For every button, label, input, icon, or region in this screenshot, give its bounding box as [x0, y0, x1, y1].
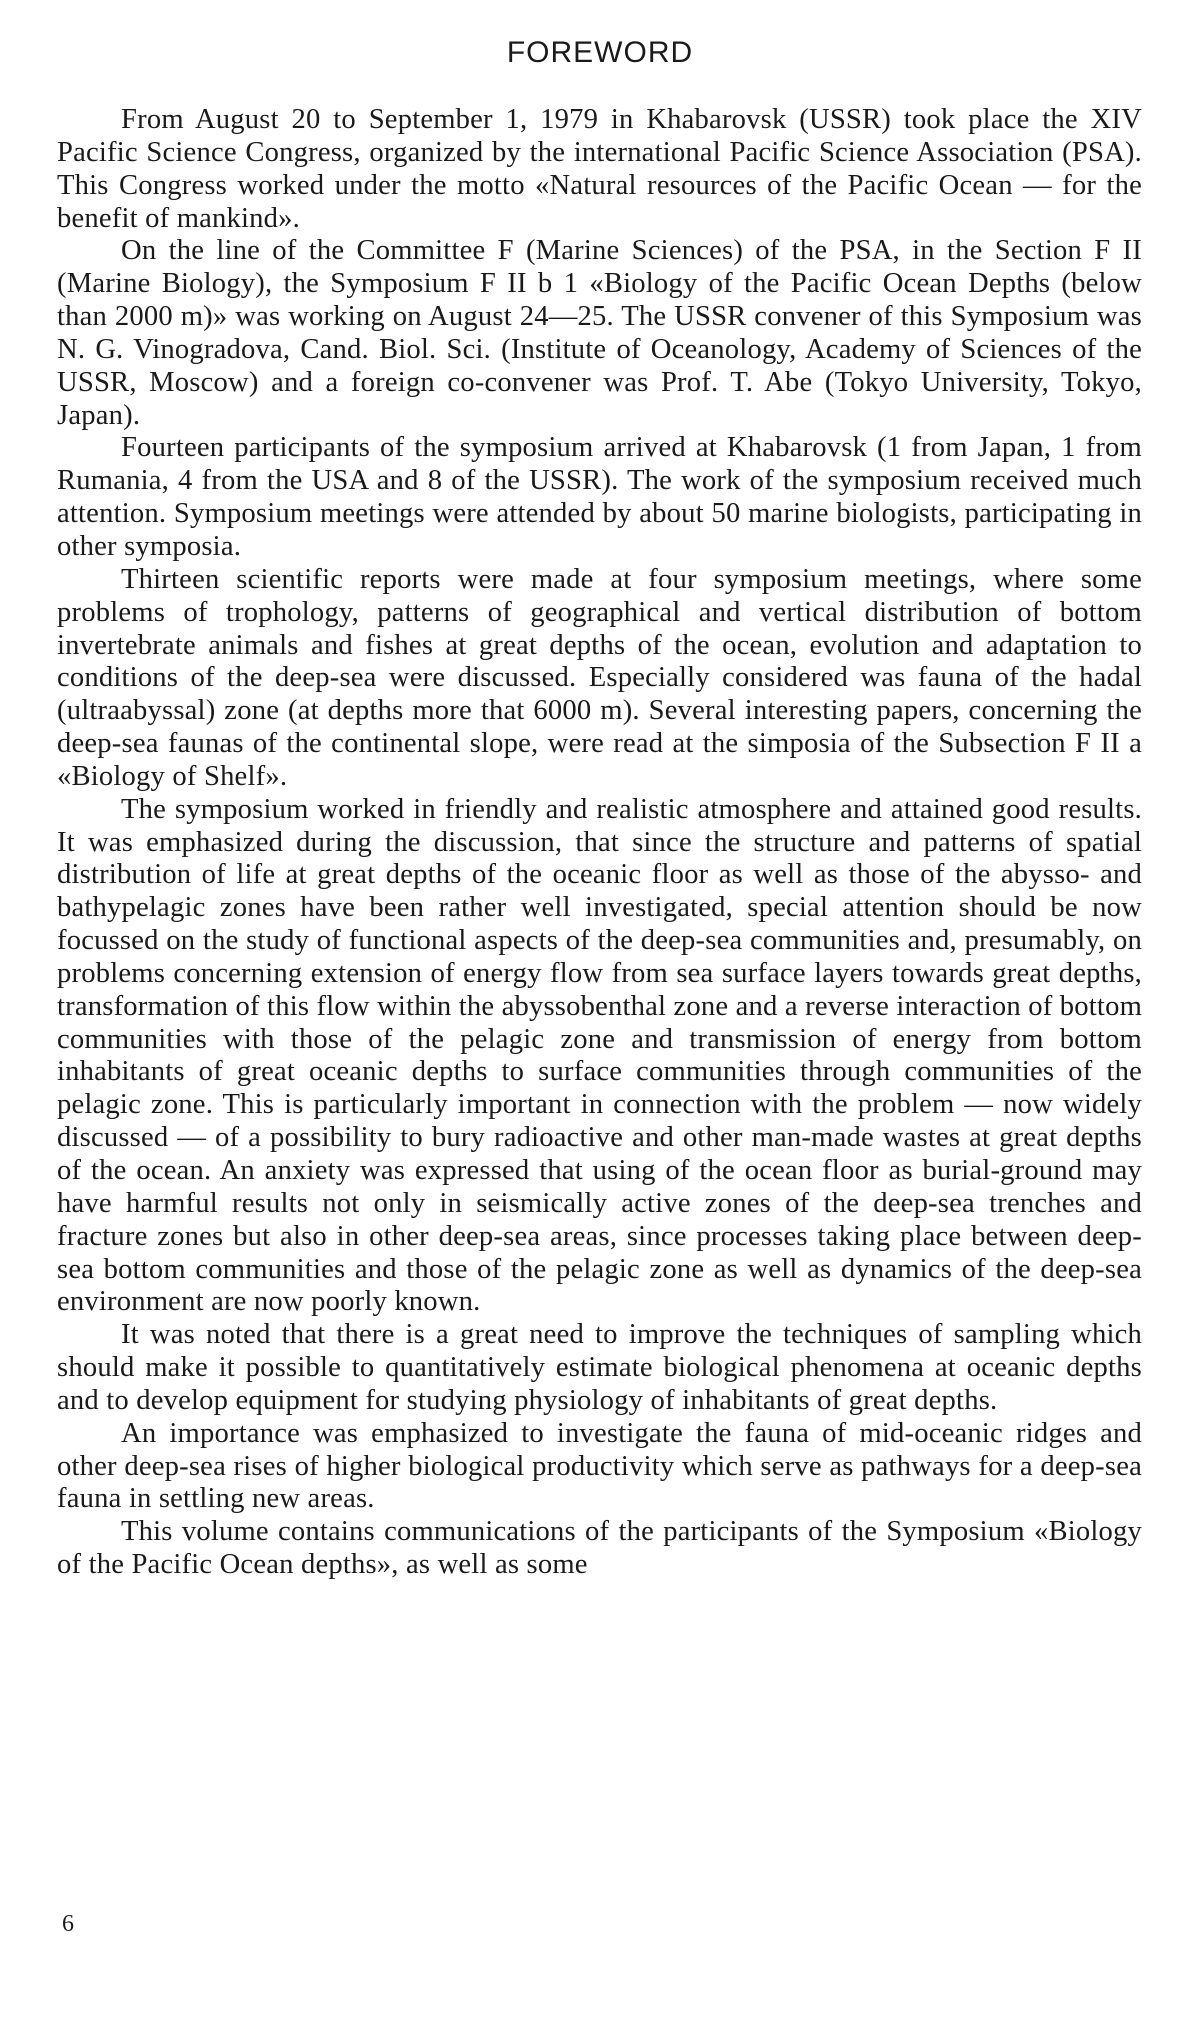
paragraph-results: The symposium worked in friendly and realistic atmosphere and attained good results. It was emphasized during the discussion, that since the structure and patterns of spatial distribution of life at great depths of the oceanic floor as well as those of the abysso- and bathypelagic zones have been rather well investigated, special attention should be now focussed on the study of functional aspects of the deep-sea communities and, presumably, on problems concerning extension of energy flow from sea surface layers towards great depths, transformation of this flow within the abyssobenthal zone and a reverse interaction of bottom communities with those of the pelagic zone and transmission of energy from bottom inhabitants of great oceanic depths to surface communities through communities of the pelagic zone. This is particularly important in connection with the problem — now widely discussed — of a possibility to bury radioactive and other man-made wastes at great depths of the ocean. An anxiety was expressed that using of the ocean floor as burial-ground may have harmful results not only in seismically active zones of the deep-sea trenches and fracture zones but also in other deep-sea areas, since processes taking place between deep-sea bottom communities and those of the pelagic zone as well as dynamics of the deep-sea environment are now poorly known.	[57, 793, 1143, 1318]
paragraph-symposium: On the line of the Committee F (Marine Sciences) of the PSA, in the Section F II (Marine Biology), the Symposium F II b 1 «Biology of the Pacific Ocean Depths (below than 2000 m)» was working on August 24—25. The USSR convener of this Symposium was N. G. Vinogradova, Cand. Biol. Sci. (Institute of Oceanology, Academy of Sciences of the USSR, Moscow) and a foreign co-convener was Prof. T. Abe (Tokyo University, Tokyo, Japan).	[57, 235, 1142, 431]
foreword-body	[57, 104, 1142, 1582]
page-number: 6	[62, 1911, 74, 1937]
page-title: FOREWORD	[506, 36, 694, 69]
paragraph-volume: This volume contains communications of the participants of the Symposium «Biology of the Pacific Ocean depths», as well as some	[57, 1516, 1142, 1581]
paragraph-congress: From August 20 to September 1, 1979 in Khabarovsk (USSR) took place the XIV Pacific Science Congress, organized by the international Pacific Science Association (PSA). This Congress worked under the motto «Natural resources of the Pacific Ocean — for the benefit of mankind».	[57, 104, 1142, 234]
paragraph-ridges: An importance was emphasized to investigate the fauna of mid-oceanic ridges and other deep-sea rises of higher biological productivity which serve as pathways for a deep-sea fauna in settling new areas.	[57, 1417, 1142, 1515]
paragraph-reports: Thirteen scientific reports were made at four symposium meetings, where some problems of trophology, patterns of geographical and vertical distribution of bottom invertebrate animals and fishes at great depths of the ocean, evolution and adaptation to conditions of the deep-sea were discussed. Especially considered was fauna of the hadal (ultraabyssal) zone (at depths more that 6000 m). Several interesting papers, concerning the deep-sea faunas of the continental slope, were read at the simposia of the Subsection F II a «Biology of Shelf».	[57, 563, 1142, 792]
paragraph-participants: Fourteen participants of the symposium arrived at Khabarovsk (1 from Japan, 1 from Rumania, 4 from the USA and 8 of the USSR). The work of the symposium received much attention. Symposium meetings were attended by about 50 marine biologists, participating in other symposia.	[57, 432, 1142, 562]
paragraph-techniques: It was noted that there is a great need to improve the techniques of sampling which should make it possible to quantitatively estimate biological phenomena at oceanic depths and to develop equipment for studying physiology of inhabitants of great depths.	[57, 1319, 1142, 1416]
